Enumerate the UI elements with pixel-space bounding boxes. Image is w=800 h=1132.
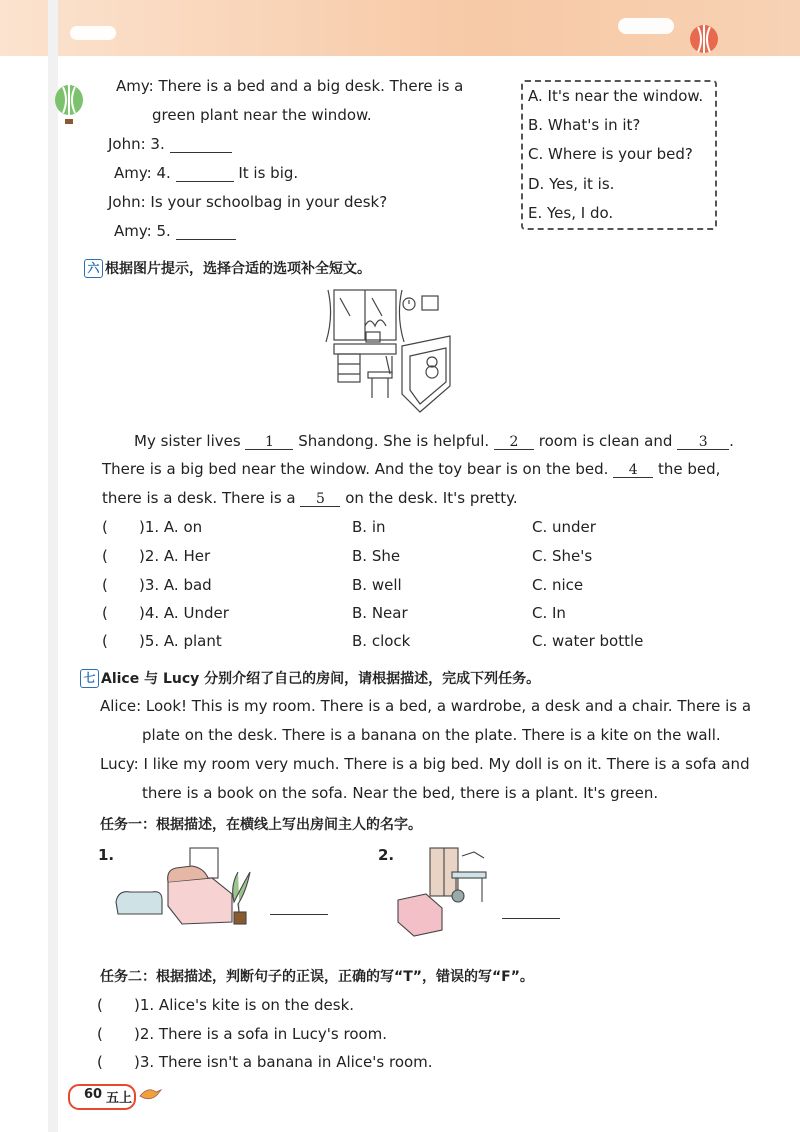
- option-item: D. Yes, it is.: [528, 175, 615, 193]
- answer-paren[interactable]: (: [102, 518, 108, 536]
- section-title: 根据图片提示，选择合适的选项补全短文。: [105, 261, 371, 277]
- option-b: B. She: [352, 547, 401, 565]
- passage-line-2: [102, 460, 720, 478]
- dialogue-line: [114, 164, 298, 182]
- balloon-icon: [684, 24, 724, 58]
- answer-paren[interactable]: (: [102, 632, 108, 650]
- answer-paren[interactable]: (: [97, 996, 103, 1014]
- dialogue-line: [108, 135, 232, 153]
- answer-paren[interactable]: (: [102, 604, 108, 622]
- picture-label-1: 1.: [98, 846, 115, 864]
- passage-text: room is clean and: [538, 432, 673, 450]
- answer-line-2[interactable]: [502, 918, 560, 919]
- passage-line-3: [102, 489, 518, 507]
- balloon-icon: [52, 84, 86, 126]
- passage-text: There is a big bed near the window. And the toy bear is on the bed.: [102, 460, 609, 478]
- option-c: C. nice: [532, 576, 584, 594]
- option-b: B. in: [352, 518, 386, 536]
- option-item: B. What's in it?: [528, 116, 641, 134]
- statement-text: )3. There isn't a banana in Alice's room.: [134, 1053, 433, 1071]
- option-c: C. She's: [532, 547, 593, 565]
- passage-blank-4[interactable]: 4: [613, 463, 653, 478]
- passage-text: .: [729, 432, 734, 450]
- page-number: 60: [84, 1087, 103, 1102]
- passage-text: My sister lives: [134, 432, 241, 450]
- bird-icon: [138, 1084, 162, 1102]
- passage-blank-3[interactable]: 3: [677, 435, 729, 450]
- option-a: )3. A. bad: [139, 576, 212, 594]
- passage-text: Shandong. She is helpful.: [298, 432, 490, 450]
- answer-paren[interactable]: (: [102, 547, 108, 565]
- passage-text: there is a desk. There is a: [102, 489, 296, 507]
- header-band: [0, 0, 800, 56]
- option-a: )5. A. plant: [139, 632, 222, 650]
- room-picture-2: [392, 842, 492, 937]
- option-c: C. In: [532, 604, 566, 622]
- dialogue-line: green plant near the window.: [152, 106, 372, 124]
- dialogue-continuation: It is big.: [238, 164, 299, 182]
- dialogue-line: Amy: There is a bed and a big desk. There is a: [116, 77, 464, 95]
- answer-line-1[interactable]: [270, 914, 328, 915]
- passage-blank-1[interactable]: 1: [245, 435, 293, 450]
- passage-line-1: [134, 432, 734, 450]
- room-picture-1: [112, 842, 257, 930]
- answer-blank-4[interactable]: [176, 167, 234, 182]
- grade-label: 五上: [106, 1091, 133, 1106]
- option-a: )1. A. on: [139, 518, 203, 536]
- option-item: C. Where is your bed?: [528, 145, 693, 163]
- option-a: )4. A. Under: [139, 604, 229, 622]
- statement-text: )2. There is a sofa in Lucy's room.: [134, 1025, 388, 1043]
- section-6-heading: [84, 258, 371, 278]
- option-a: )2. A. Her: [139, 547, 211, 565]
- option-c: C. under: [532, 518, 596, 536]
- dialogue-speaker-line: Amy: 5.: [114, 222, 171, 240]
- picture-label-2: 2.: [378, 846, 395, 864]
- statement-text: )1. Alice's kite is on the desk.: [134, 996, 355, 1014]
- section-title: Alice 与 Lucy 分别介绍了自己的房间，请根据描述，完成下列任务。: [101, 671, 541, 687]
- passage-text: on the desk. It's pretty.: [345, 489, 518, 507]
- dialogue-speaker-line: John: 3.: [108, 135, 165, 153]
- alice-description: plate on the desk. There is a banana on the plate. There is a kite on the wall.: [142, 726, 721, 744]
- option-b: B. clock: [352, 632, 411, 650]
- dialogue-line: [114, 222, 236, 240]
- cloud-decoration: [70, 26, 116, 40]
- answer-paren[interactable]: (: [97, 1025, 103, 1043]
- lucy-description: Lucy: I like my room very much. There is a big bed. My doll is on it. There is a sofa and: [100, 755, 750, 773]
- passage-text: the bed,: [658, 460, 721, 478]
- answer-paren[interactable]: (: [97, 1053, 103, 1071]
- alice-description: Alice: Look! This is my room. There is a bed, a wardrobe, a desk and a chair. There is a: [100, 697, 752, 715]
- answer-paren[interactable]: (: [102, 576, 108, 594]
- option-c: C. water bottle: [532, 632, 644, 650]
- option-item: E. Yes, I do.: [528, 204, 614, 222]
- lucy-description: there is a book on the sofa. Near the bed, there is a plant. It's green.: [142, 784, 659, 802]
- bedroom-illustration: [320, 286, 456, 418]
- option-item: A. It's near the window.: [528, 87, 704, 105]
- answer-blank-5[interactable]: [176, 225, 236, 240]
- dialogue-speaker-line: Amy: 4.: [114, 164, 171, 182]
- page-edge: [48, 0, 58, 1132]
- cloud-decoration: [618, 18, 674, 34]
- passage-blank-5[interactable]: 5: [300, 492, 340, 507]
- dialogue-line: John: Is your schoolbag in your desk?: [108, 193, 388, 211]
- option-b: B. Near: [352, 604, 408, 622]
- section-badge: 六: [84, 259, 103, 278]
- answer-blank-3[interactable]: [170, 138, 232, 153]
- section-7-heading: [80, 668, 540, 688]
- option-b: B. well: [352, 576, 402, 594]
- task-1-heading: 任务一：根据描述，在横线上写出房间主人的名字。: [100, 817, 422, 833]
- section-badge-icon: 七: [80, 669, 99, 688]
- task-2-heading: 任务二：根据描述，判断句子的正误，正确的写“T”，错误的写“F”。: [100, 969, 534, 985]
- passage-blank-2[interactable]: 2: [494, 435, 534, 450]
